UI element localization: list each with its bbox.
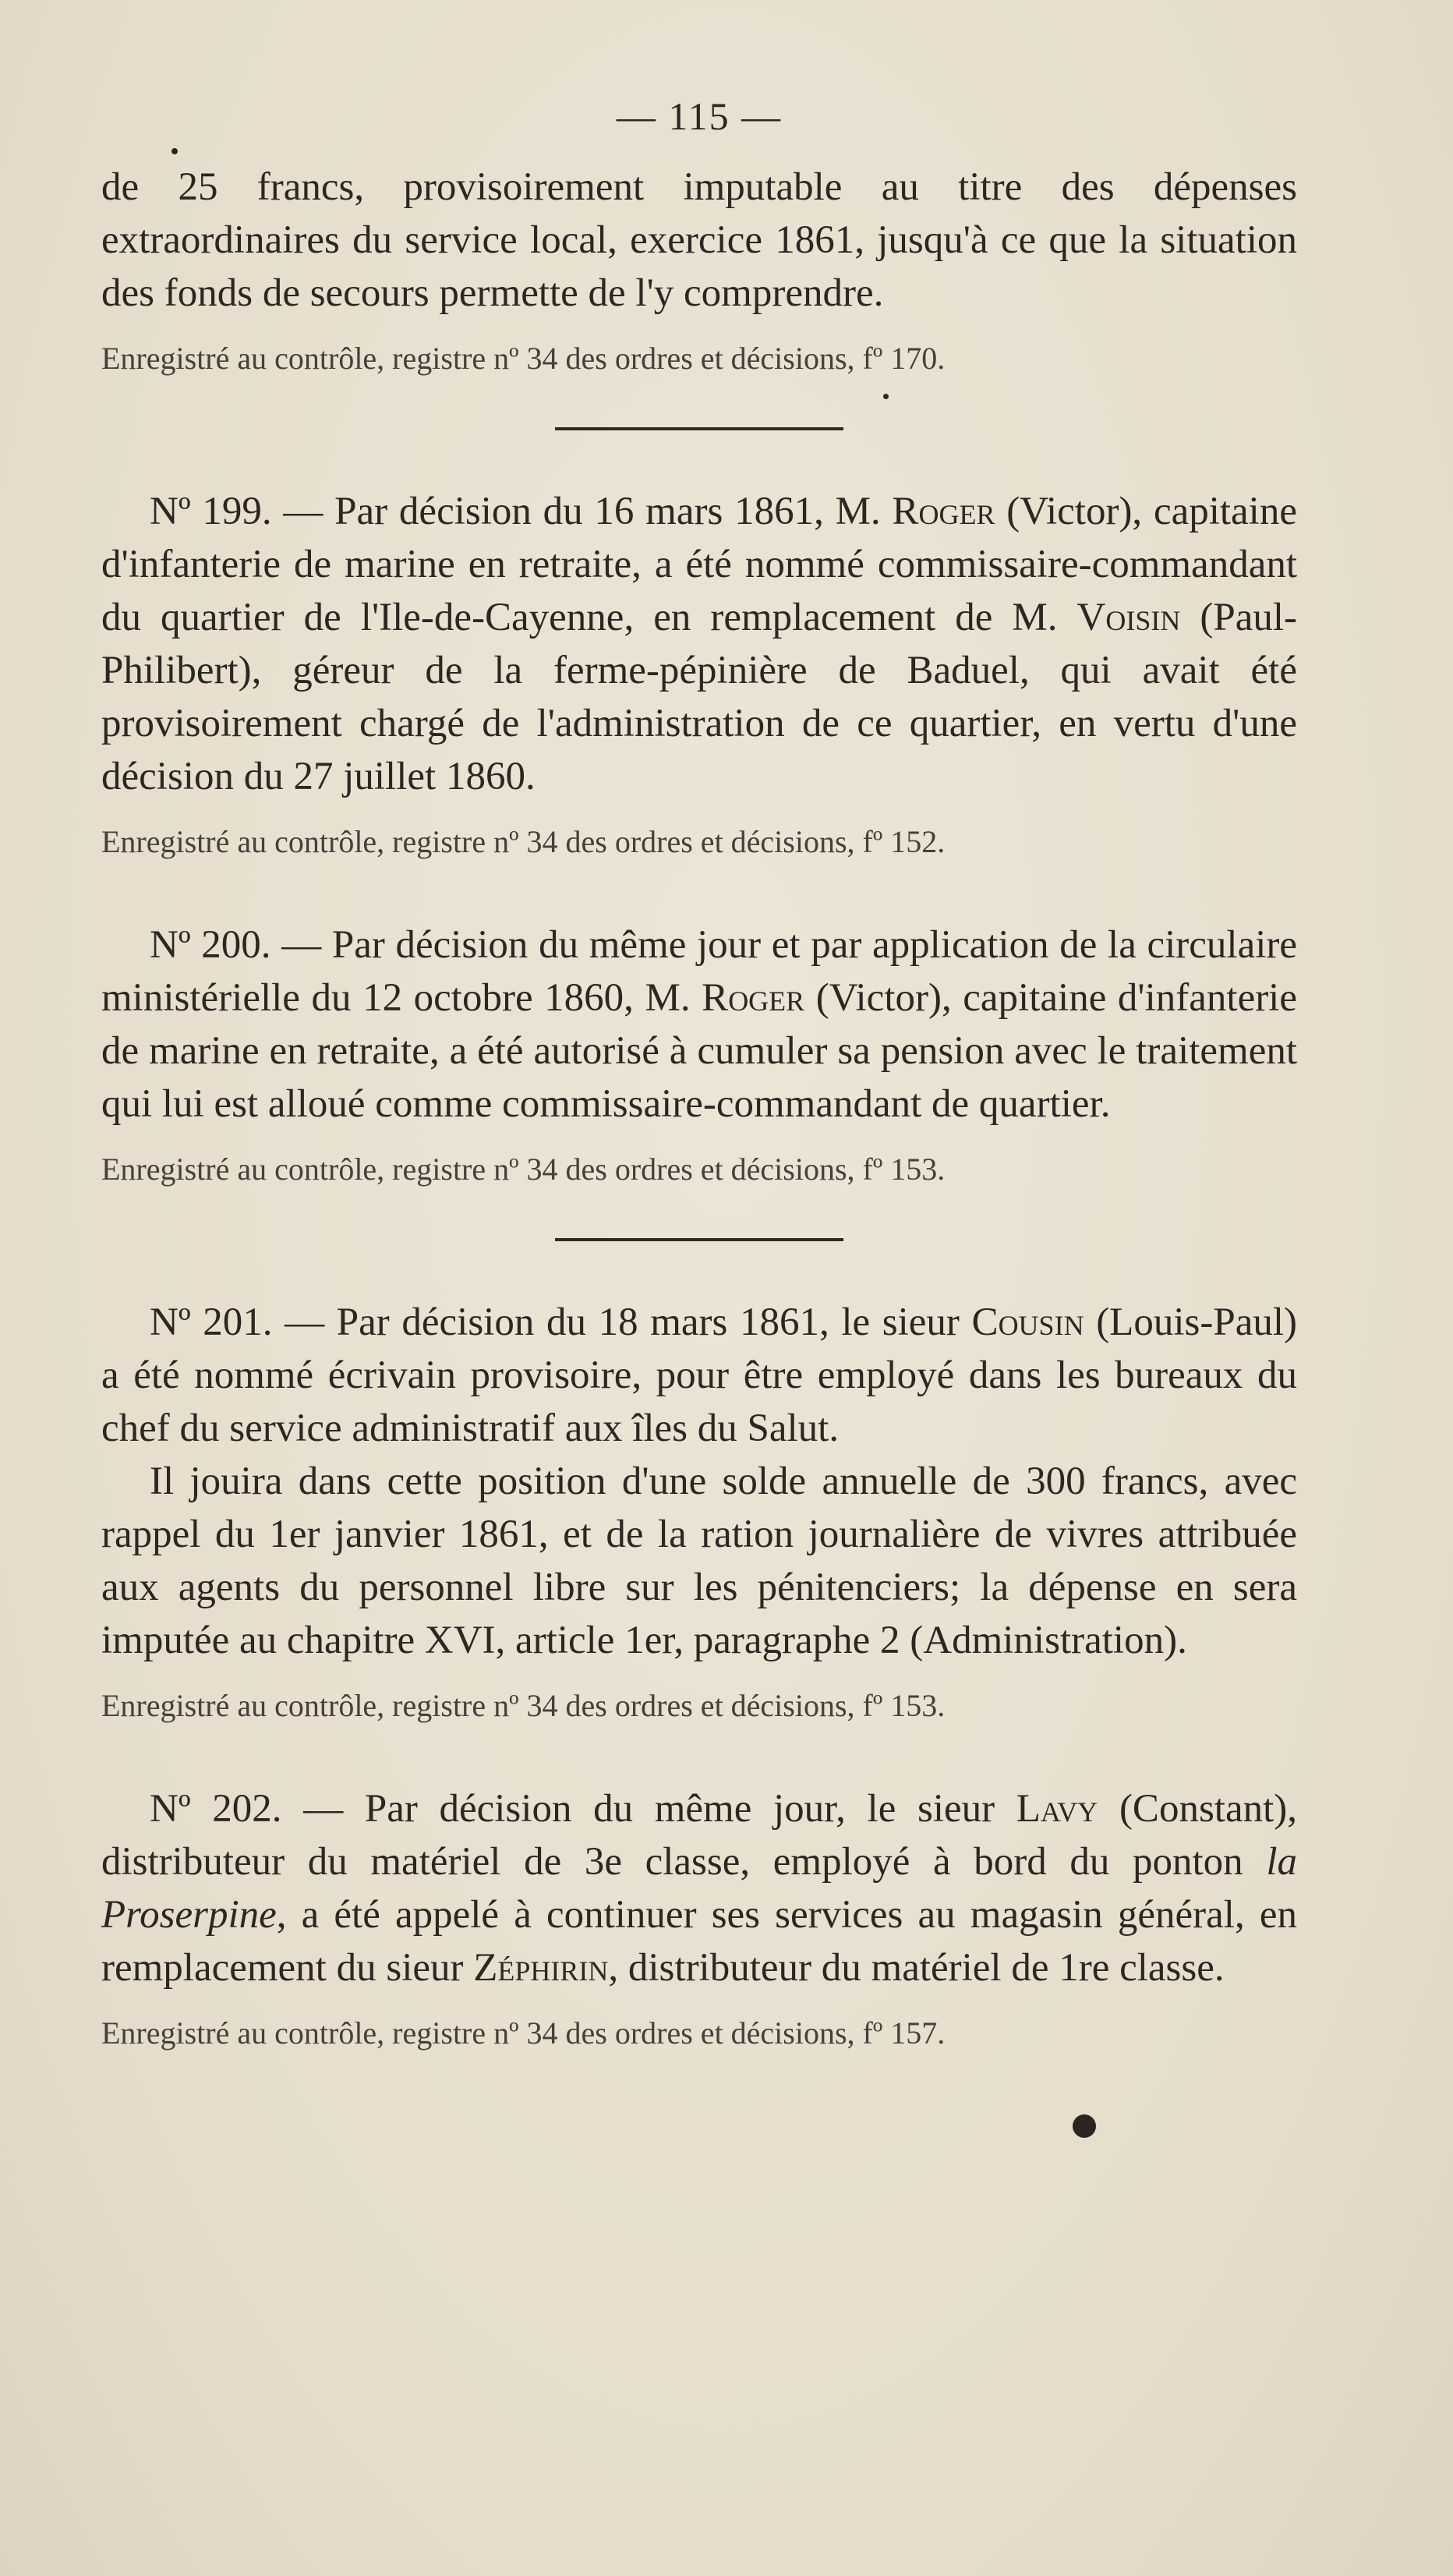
section-divider <box>555 1238 843 1241</box>
entry-200 <box>101 918 1297 1191</box>
entry-201-name-cousin: Cousin <box>971 1300 1084 1344</box>
entry-201-registration: Enregistré au contrôle, registre nº 34 des ordres et décisions, fº 153. <box>101 1688 946 1723</box>
section-divider <box>555 427 843 430</box>
entry-202-ship-name: la Proserpine <box>101 1840 1297 1937</box>
entry-199-registration: Enregistré au contrôle, registre nº 34 des ordres et décisions, fº 152. <box>101 824 946 859</box>
entry-200-part-a: Nº 200. — Par décision du même jour et par application de la circulaire ministérielle du 12 octobre 1860, M. <box>101 923 1297 1020</box>
entry-201 <box>101 1296 1297 1728</box>
entry-200-text <box>101 918 1297 1131</box>
entry-201-part-a: Nº 201. — Par décision du 18 mars 1861, le sieur <box>150 1300 972 1344</box>
entry-202-name-lavy: Lavy <box>1016 1787 1098 1831</box>
entry-202-registration: Enregistré au contrôle, registre nº 34 des ordres et décisions, fº 157. <box>101 2015 946 2051</box>
entry-202 <box>101 1782 1297 2055</box>
entry-199-part-a: Nº 199. — Par décision du 16 mars 1861, M. <box>150 490 893 533</box>
ink-speck <box>171 148 178 154</box>
entry-200-part-b: (Victor), capitaine d'infanterie de marine en retraite, a été autorisé à cumuler sa pension avec le traitement qui lui est alloué comme commissaire-commandant de quartier. <box>101 976 1297 1126</box>
entry-199-text <box>101 485 1297 803</box>
ink-blot <box>1073 2114 1096 2138</box>
entry-200-registration: Enregistré au contrôle, registre nº 34 des ordres et décisions, fº 153. <box>101 1152 946 1187</box>
entry-199-name-voisin: Voisin <box>1076 596 1181 639</box>
entry-201-text <box>101 1296 1297 1455</box>
ink-speck <box>883 394 889 399</box>
entry-201-paragraph-2: Il jouira dans cette position d'une solde annuelle de 300 francs, avec rappel du 1er janvier 1861, et de la ration journalière de vivres attribuée aux agents du personnel libre sur les pénitenciers; la dépense en sera imputée au chapitre XVI, article 1er, paragraphe 2 (Administration). <box>101 1460 1297 1662</box>
entry-199-name-roger: Roger <box>892 490 995 533</box>
intro-paragraph: de 25 francs, provisoirement imputable au titre des dépenses extraordinaires du service local, exercice 1861, jusqu'à ce que la situation des fonds de secours permette de l'y comprendre. <box>101 165 1297 315</box>
entry-199-part-b: (Victor), capitaine d'infanterie de marine en retraite, a été nommé commissaire-commandant du quartier de l'Ile-de-Cayenne, en remplacement de M. <box>101 490 1297 639</box>
intro-registration: Enregistré au contrôle, registre nº 34 des ordres et décisions, fº 170. <box>101 341 946 376</box>
entry-202-part-c: , a été appelé à continuer ses services au magasin général, en remplacement du sieur <box>101 1893 1297 1990</box>
entry-202-name-zephirin: Zéphirin <box>473 1946 609 1990</box>
entry-201-part-b: (Louis-Paul) a été nommé écrivain provisoire, pour être employé dans les bureaux du chef du service administratif aux îles du Salut. <box>101 1300 1297 1450</box>
entry-200-name-roger: Roger <box>702 976 805 1020</box>
entry-202-text <box>101 1782 1297 1994</box>
entry-202-part-d: , distributeur du matériel de 1re classe. <box>608 1946 1225 1990</box>
entry-202-part-a: Nº 202. — Par décision du même jour, le sieur <box>150 1787 1016 1831</box>
entry-199-part-c: (Paul-Philibert), géreur de la ferme-pépinière de Baduel, qui avait été provisoirement chargé de l'administration de ce quartier, en vertu d'une décision du 27 juillet 1860. <box>101 596 1297 798</box>
entry-202-part-b: (Constant), distributeur du matériel de 3e classe, employé à bord du ponton <box>101 1787 1298 1884</box>
entry-199 <box>101 485 1297 864</box>
page-number: — 115 — <box>616 94 783 138</box>
